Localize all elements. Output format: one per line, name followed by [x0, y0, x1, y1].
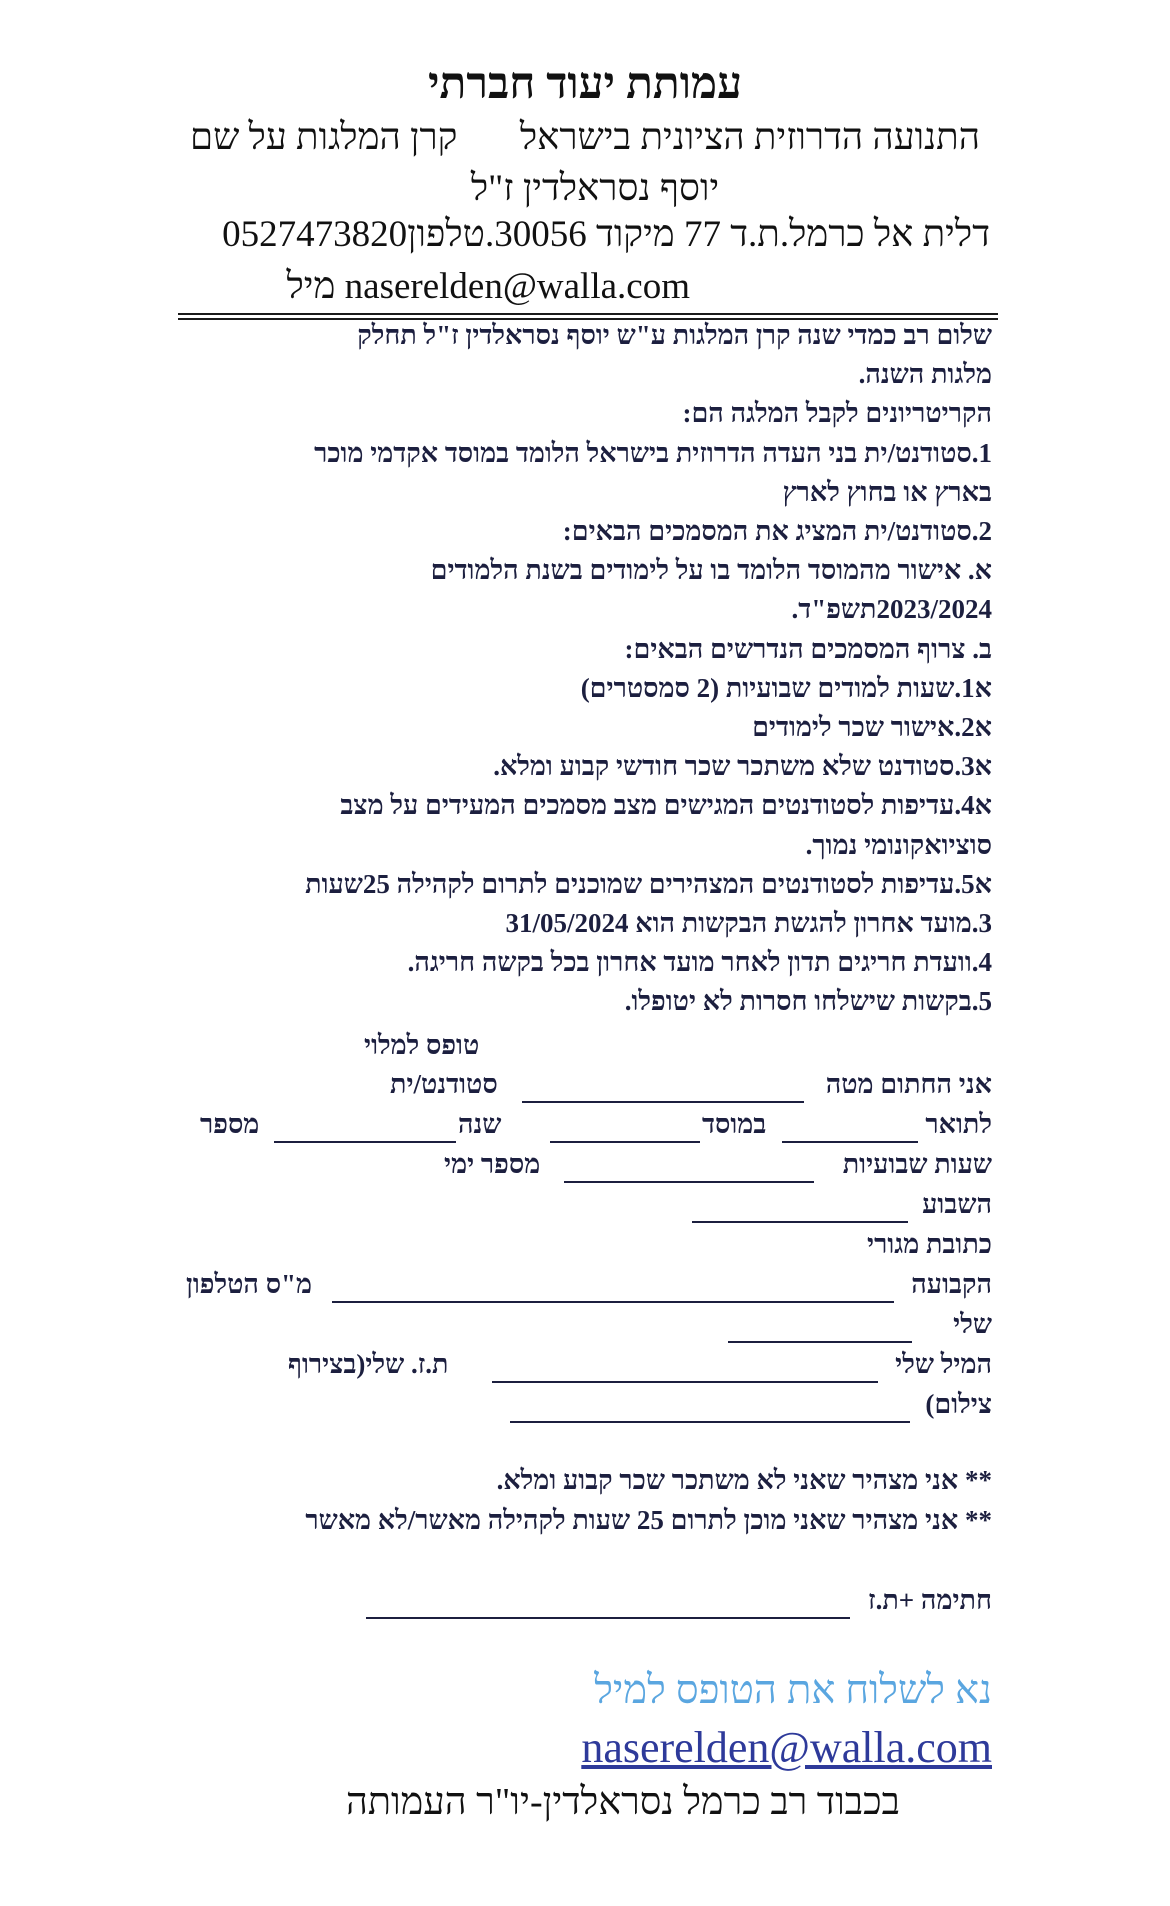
contact-email: naserelden@walla.com מיל [286, 266, 690, 307]
days-count-label: מספר ימי [444, 1149, 541, 1179]
body-line: שלום רב כמדי שנה קרן המלגות ע"ש יוסף נסראלדין ז"ל תחלק [357, 320, 992, 350]
body-line: א5.עדיפות לסטודנטים המצהירים שמוכנים לתרום לקהילה 25שעות [305, 868, 992, 899]
body-line: 4.וועדת חריגים תדון לאחר מועד אחרון בכל בקשה חריגה. [407, 947, 992, 978]
days-field[interactable] [692, 1221, 908, 1223]
organization-title: עמותת יעוד חברתי [428, 59, 742, 108]
movement-name: התנועה הדרוזית הציונית בישראל [519, 117, 980, 158]
undersigned-label: אני החתום מטה [825, 1069, 992, 1099]
mine-label: שלי [953, 1309, 992, 1339]
body-line: ב. צרוף המסמכים הנדרשים הבאים: [624, 633, 992, 664]
signature-field[interactable] [366, 1617, 850, 1619]
email-field[interactable] [492, 1381, 878, 1383]
name-field[interactable] [522, 1101, 804, 1103]
photo-label: צילום) [925, 1389, 992, 1419]
address-label: כתובת מגורי [867, 1229, 992, 1259]
body-line: 2.סטודנט/ית המציג את המסמכים הבאים: [562, 516, 992, 547]
permanent-label: הקבועה [911, 1269, 992, 1299]
phone-label: מ"ס הטלפון [186, 1269, 313, 1299]
degree-label: לתואר [925, 1109, 992, 1139]
header-divider [178, 313, 998, 315]
year-field[interactable] [274, 1141, 456, 1143]
address-field[interactable] [332, 1301, 894, 1303]
weekly-hours-field[interactable] [564, 1181, 814, 1183]
body-line: 1.סטודנט/ית בני העדה הדרוזית בישראל הלומד במוסד אקדמי מוכר [314, 437, 992, 468]
declaration-volunteer: ** אני מצהיר שאני מוכן לתרום 25 שעות לקהילה מאשר/לא מאשר [305, 1505, 992, 1535]
declaration-income: ** אני מצהיר שאני לא משתכר שכר קבוע ומלא. [496, 1465, 992, 1495]
student-label: סטודנט/ית [390, 1069, 498, 1099]
signature-label: חתימה +ת.ז [868, 1585, 992, 1615]
body-line: הקריטריונים לקבל המלגה הם: [682, 398, 992, 429]
fund-name: קרן המלגות על שם [190, 117, 458, 158]
weekly-hours-label: שעות שבועיות [842, 1149, 992, 1179]
contact-address-phone: דלית אל כרמל.ת.ד 77 מיקוד 30056.טלפון0527473820 [222, 214, 990, 255]
email-label: המיל שלי [895, 1349, 992, 1379]
body-line: בארץ או בחוץ לארץ [782, 476, 992, 507]
phone-field[interactable] [728, 1341, 912, 1343]
body-line: א4.עדיפות לסטודנטים המגישים מצב מסמכים המעידים על מצב [340, 790, 992, 821]
body-line: מלגות השנה. [858, 359, 992, 390]
institution-label: במוסד [702, 1109, 767, 1139]
send-instruction: נא לשלוח את הטופס למיל [594, 1667, 992, 1712]
body-line: 3.מועד אחרון להגשת הבקשות הוא 31/05/2024 [505, 908, 992, 939]
id-label: ת.ז. שלי(בצירוף [288, 1349, 449, 1379]
announcement-body [172, 316, 992, 1022]
id-number-field[interactable] [510, 1421, 910, 1423]
number-label: מספר [200, 1109, 260, 1139]
week-label: השבוע [922, 1189, 992, 1219]
body-line: 5.בקשות שישלחו חסרות לא יטופלו. [624, 986, 992, 1017]
fund-namesake: יוסף נסראלדין ז"ל [470, 168, 720, 209]
body-line: סוציואקונומי נמוך. [805, 829, 992, 860]
form-title: טופס למלוי [364, 1030, 480, 1060]
email-link[interactable]: naserelden@walla.com [581, 1723, 992, 1772]
body-line: א. אישור מהמוסד הלומד בו על לימודים בשנת הלמודים [430, 555, 992, 586]
body-line: א2.אישור שכר לימודים [752, 712, 992, 743]
institution-field[interactable] [550, 1141, 700, 1143]
body-line: א1.שעות למודים שבועיות (2 סמסטרים) [580, 672, 992, 703]
body-line: א3.סטודנט שלא משתכר שכר חודשי קבוע ומלא. [493, 751, 992, 782]
signoff: בכבוד רב כרמל נסראלדין-יו"ר העמותה [345, 1781, 900, 1823]
body-line: 2023/2024תשפ"ד. [791, 594, 992, 625]
year-label: שנה [458, 1109, 502, 1139]
degree-field[interactable] [782, 1141, 918, 1143]
